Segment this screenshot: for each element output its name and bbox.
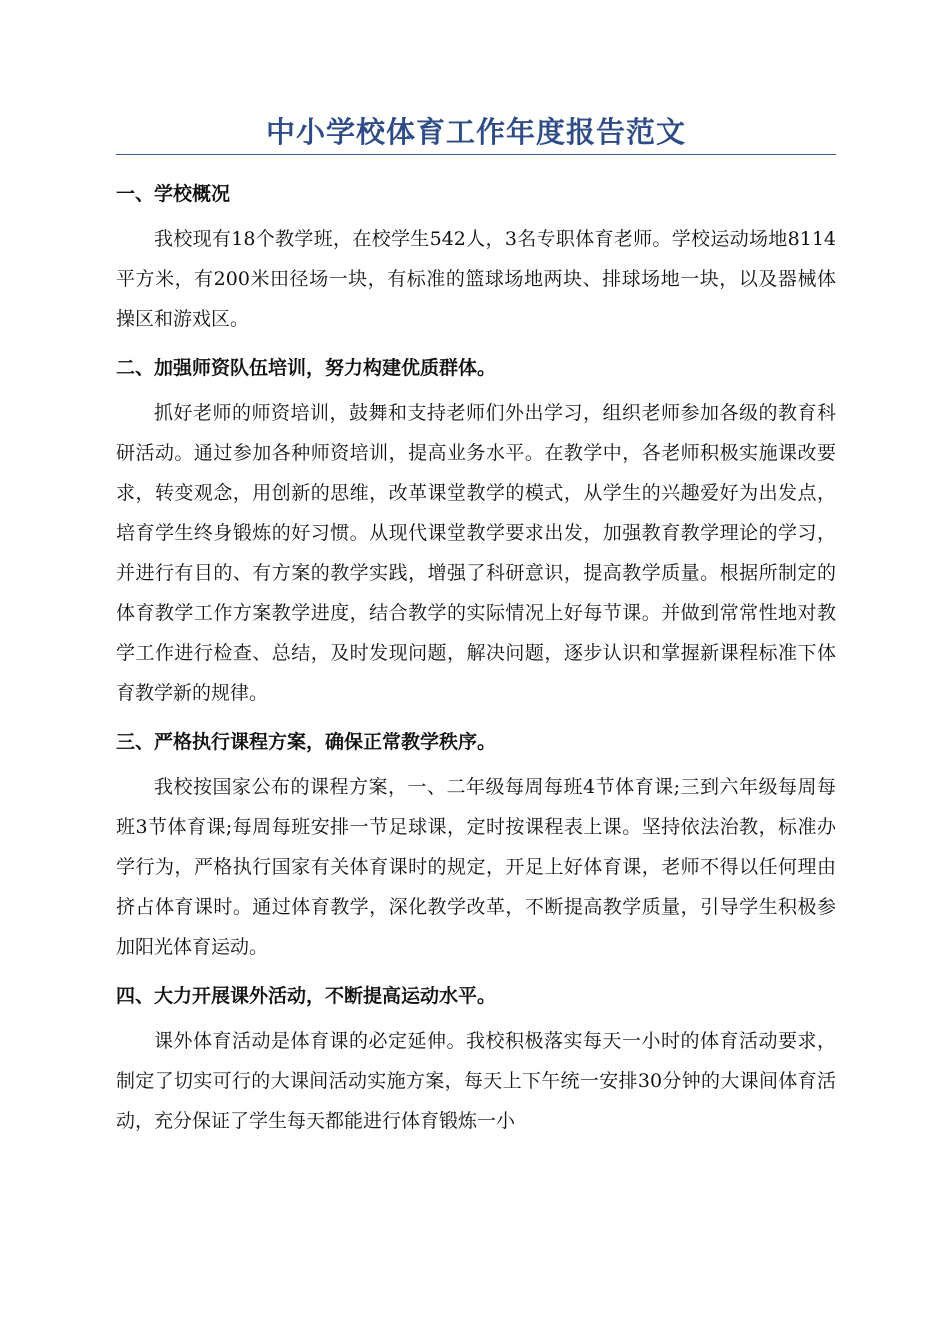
section-paragraph: 我校按国家公布的课程方案，一、二年级每周每班4节体育课;三到六年级每周每班3节体育课;每周每班安排一节足球课，定时按课程表上课。坚持依法治教，标准办学行为，严格执行国家有关体育课时的规定，开足上好体育课，老师不得以任何理由挤占体育课时。通过体育教学，深化教学改革，不断提高教学质量，引导学生积极参加阳光体育运动。 [116, 776, 836, 958]
section-teacher-training [116, 353, 836, 713]
section-paragraph: 抓好老师的师资培训，鼓舞和支持老师们外出学习，组织老师参加各级的教育科研活动。通过参加各种师资培训，提高业务水平。在教学中，各老师积极实施课改要求，转变观念，用创新的思维，改革课堂教学的模式，从学生的兴趣爱好为出发点，培育学生终身锻炼的好习惯。从现代课堂教学要求出发，加强教育教学理论的学习，并进行有目的、有方案的教学实践，增强了科研意识，提高教学质量。根据所制定的体育教学工作方案教学进度，结合教学的实际情况上好每节课。并做到常常性地对教学工作进行检查、总结，及时发现问题，解决问题，逐步认识和掌握新课程标准下体育教学新的规律。 [116, 402, 836, 704]
section-heading: 一、学校概况 [116, 183, 231, 205]
section-heading: 四、大力开展课外活动，不断提高运动水平。 [116, 985, 497, 1007]
section-school-overview [116, 179, 836, 339]
section-curriculum [116, 727, 836, 967]
document-title: 中小学校体育工作年度报告范文 [265, 115, 686, 149]
section-paragraph: 课外体育活动是体育课的必定延伸。我校积极落实每天一小时的体育活动要求，制定了切实可行的大课间活动实施方案，每天上下午统一安排30分钟的大课间体育活动，充分保证了学生每天都能进行体育锻炼一小 [116, 1030, 836, 1132]
section-heading: 二、加强师资队伍培训，努力构建优质群体。 [116, 357, 497, 379]
section-heading: 三、严格执行课程方案，确保正常教学秩序。 [116, 731, 497, 753]
section-extracurricular [116, 981, 836, 1141]
title-underline [116, 154, 836, 155]
document-page [116, 112, 836, 1155]
section-paragraph: 我校现有18个教学班，在校学生542人，3名专职体育老师。学校运动场地8114平方米，有200米田径场一块，有标准的篮球场地两块、排球场地一块，以及器械体操区和游戏区。 [116, 228, 836, 330]
